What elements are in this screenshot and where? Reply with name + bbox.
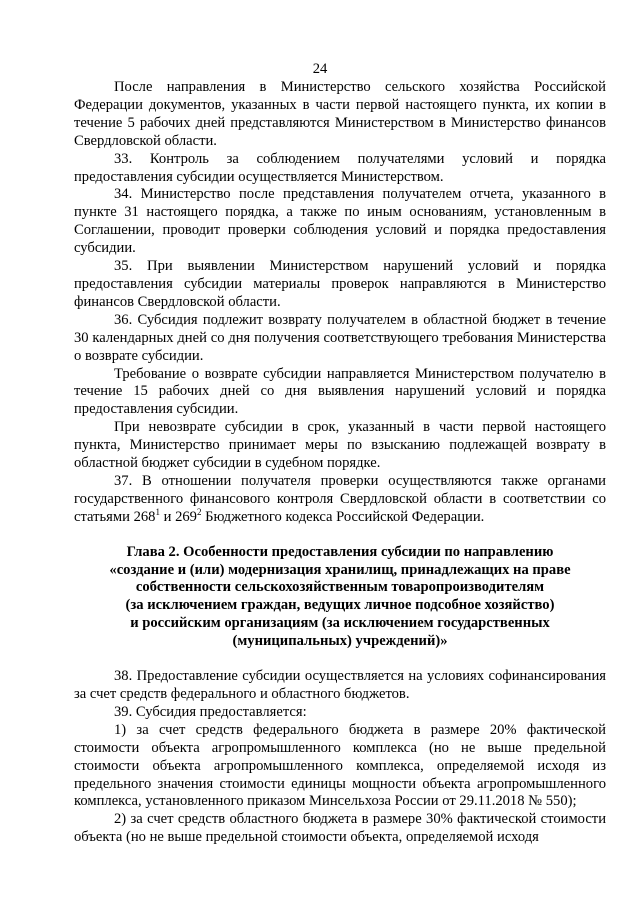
- heading-line: и российским организациям (за исключением государственных: [130, 615, 550, 632]
- superscript-1: 1: [155, 506, 160, 517]
- paragraph-36-nonreturn: При невозврате субсидии в срок, указанный в части первой настоящего пункта, Министерство принимает меры по взысканию подлежащей возврату в областной бюджет субсидии в судебном порядке.: [74, 419, 606, 472]
- superscript-2: 2: [196, 506, 202, 517]
- heading-line: Глава 2. Особенности предоставления субсидии по направлению: [126, 543, 554, 560]
- paragraph-39-item-2: 2) за счет средств областного бюджета в размере 30% фактической стоимости объекта (но не выше предельной стоимости объекта, определяемой исходя: [74, 811, 606, 846]
- page-number: 24: [312, 61, 328, 77]
- paragraph-37: [74, 473, 606, 527]
- document-body: [74, 79, 606, 847]
- paragraph-39-item-1: 1) за счет средств федерального бюджета в размере 20% фактической стоимости объекта агропромышленного комплекса (но не выше предельной стоимости объекта агропромышленного комплекса, определяемой исходя из предельного значения стоимости единицы мощности объекта агропромышленного комплекса, установленного приказом Минсельхоза России от 29.11.2018 № 550);: [74, 721, 606, 810]
- heading-line: «создание и (или) модернизация хранилищ, принадлежащих на праве: [109, 561, 571, 578]
- paragraph-copies-transfer: После направления в Министерство сельского хозяйства Российской Федерации документов, указанных в части первой настоящего пункта, их копии в течение 5 рабочих дней представляются Министерством в Министерство финансов Свердловской области.: [74, 79, 606, 149]
- paragraph-37-after: Бюджетного кодекса Российской Федерации.: [201, 508, 485, 525]
- chapter-2-heading: [74, 544, 606, 651]
- paragraph-36: 36. Субсидия подлежит возврату получателем в областной бюджет в течение 30 календарных дней со дня получения соответствующего требования Министерства о возврате субсидии.: [74, 311, 606, 364]
- heading-line: (за исключением граждан, ведущих личное подсобное хозяйство): [125, 597, 555, 614]
- paragraph-36-requirement: Требование о возврате субсидии направляется Министерством получателю в течение 15 рабочих дней со дня выявления нарушений условий и порядка предоставления субсидии.: [74, 365, 606, 418]
- paragraph-38: 38. Предоставление субсидии осуществляется на условиях софинансирования за счет средств федерального и областного бюджетов.: [74, 668, 606, 702]
- paragraph-37-middle: и 269: [159, 508, 197, 525]
- heading-line: (муниципальных) учреждений)»: [232, 633, 448, 650]
- paragraph-35: 35. При выявлении Министерством нарушений условий и порядка предоставления субсидии материалы проверок направляются в Министерство финансов Свердловской области.: [74, 258, 606, 310]
- paragraph-39: 39. Субсидия предоставляется:: [114, 703, 307, 720]
- paragraph-33: 33. Контроль за соблюдением получателями условий и порядка предоставления субсидии осуществляется Министерством.: [74, 150, 606, 185]
- paragraph-37-before: 37. В отношении получателя проверки осуществляются также органами государственного финансового контроля Свердловской области в соответствии со статьями 268: [74, 472, 606, 525]
- paragraph-34: 34. Министерство после представления получателем отчета, указанного в пункте 31 настоящего порядка, а также по иным основаниям, установленным в Соглашении, проводит проверки соблюдения условий и порядка предоставления субсидии.: [74, 186, 606, 257]
- heading-line: собственности сельскохозяйственным товаропроизводителям: [135, 579, 545, 596]
